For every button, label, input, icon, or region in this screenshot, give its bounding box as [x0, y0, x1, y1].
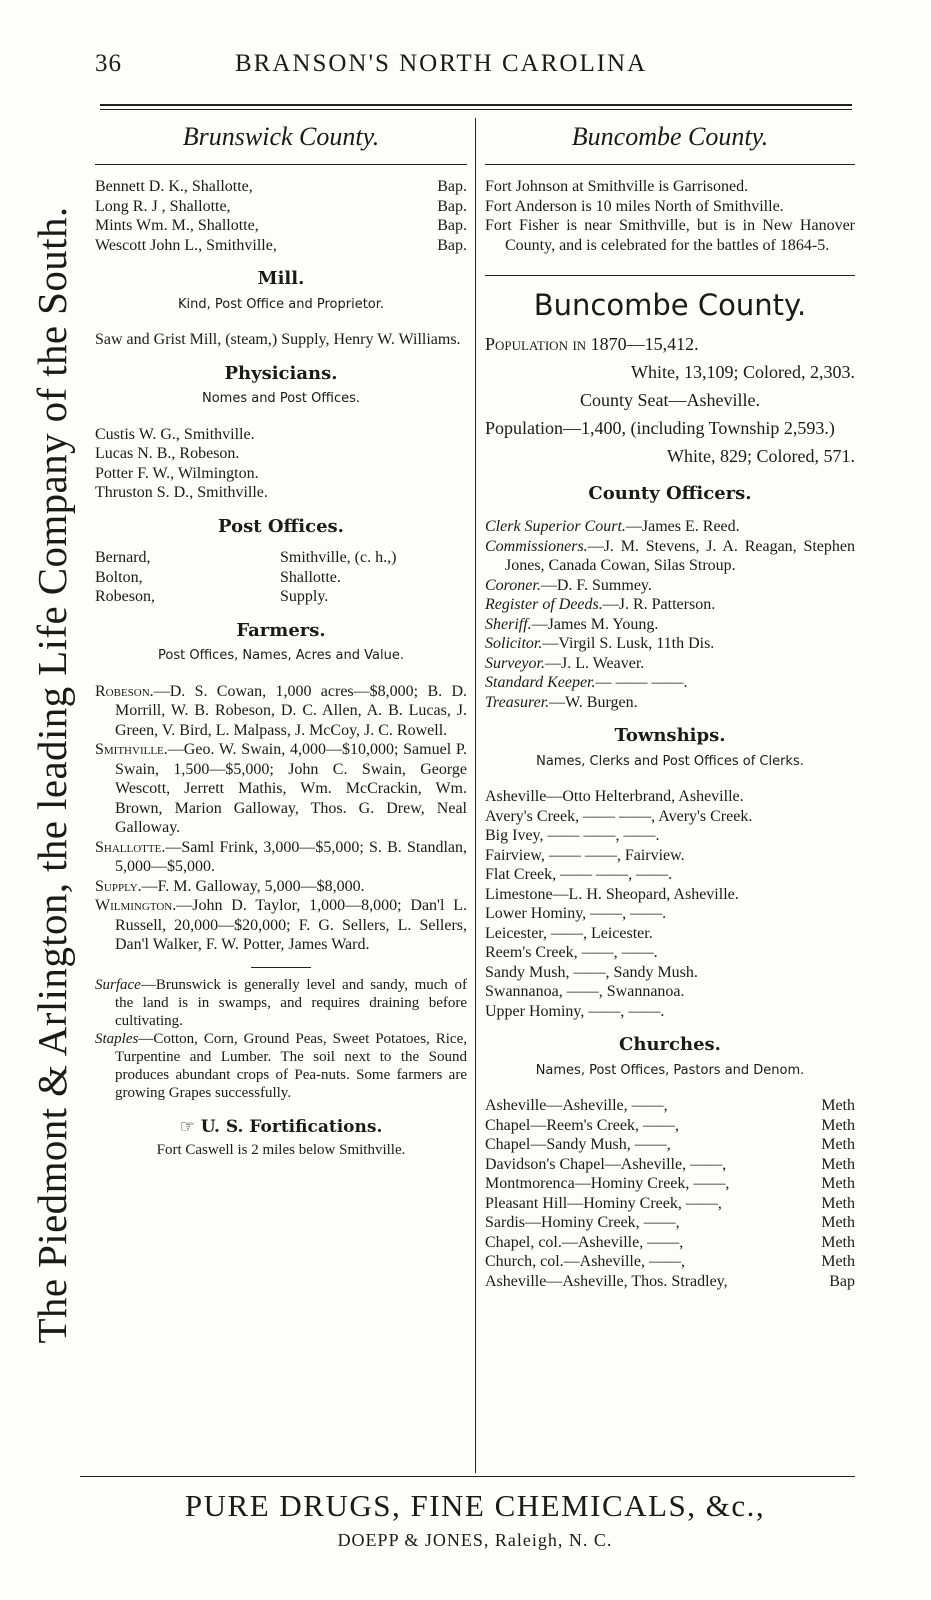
list-item: [485, 1233, 855, 1253]
farmer-place: Wilmington.: [95, 897, 177, 914]
denomination: Meth: [821, 1097, 855, 1114]
officer-name: —James E. Reed.: [625, 518, 740, 535]
list-item: Sandy Mush, ——, Sandy Mush.: [485, 963, 698, 981]
mill-subheading: Kind, Post Office and Proprietor.: [177, 296, 385, 312]
farmer-entry: [95, 740, 467, 838]
list-item: [485, 1272, 855, 1292]
running-title: BRANSON'S NORTH CAROLINA: [235, 50, 648, 77]
farmers-subheading: Post Offices, Names, Acres and Value.: [158, 648, 404, 663]
denomination: Bap.: [437, 197, 467, 215]
officer-title: Treasurer.: [485, 693, 550, 711]
church-name: Church, col.—Asheville, ——,: [485, 1253, 685, 1270]
list-item: [95, 548, 467, 568]
list-item: [95, 587, 467, 607]
farmer-text: —Saml Frink, 3,000—$5,000; S. B. Standlan, 5,000—$5,000.: [115, 838, 467, 875]
farmer-place: Smithville.: [95, 741, 168, 758]
officer-title: Solicitor.: [485, 635, 543, 652]
churches-list: [485, 1096, 855, 1291]
list-item: Lower Hominy, ——, ——.: [485, 905, 667, 922]
header-rule-top: [100, 104, 852, 106]
list-item: [485, 1096, 855, 1116]
church-name: Asheville—Asheville, Thos. Stradley,: [485, 1272, 728, 1290]
staples-text: —Cotton, Corn, Ground Peas, Sweet Potatoes, Rice, Turpentine and Lumber. The soil next to the Sound produces abundant crops of Pea-nuts. Some farmers are growing Grapes successfully.: [115, 1030, 467, 1101]
list-item: Flat Creek, —— ——, ——.: [485, 866, 673, 883]
surface-text: —Brunswick is generally level and sandy, much of the land is in swamps, and requires draining before cultivating.: [115, 976, 467, 1029]
list-item: Thruston S. D., Smithville.: [95, 484, 268, 501]
list-item: Fairview, —— ——, Fairview.: [485, 846, 685, 864]
list-item: [485, 1213, 855, 1233]
physicians-subheading: Nomes and Post Offices.: [201, 391, 361, 406]
mill-entry: Saw and Grist Mill, (steam,) Supply, Henry W. Williams.: [95, 331, 461, 348]
farmer-entry: [95, 838, 467, 877]
page-number: 36: [95, 50, 122, 77]
farmer-entry: [95, 877, 467, 897]
population-race-1870: White, 13,109; Colored, 2,303.: [631, 361, 855, 382]
town-population: Population—1,400, (including Township 2,593.): [485, 417, 835, 438]
list-item: Reem's Creek, ——, ——.: [485, 944, 658, 961]
officer-entry: [485, 517, 855, 537]
buncombe-column: [485, 120, 855, 1291]
officer-entry: [485, 654, 855, 674]
minister-name: Bennett D. K., Shallotte,: [95, 178, 253, 195]
officer-name: —Virgil S. Lusk, 11th Dis.: [542, 635, 715, 652]
officer-name: —J. M. Stevens, J. A. Reagan, Stephen Jones, Canada Cowan, Silas Stroup.: [505, 537, 855, 574]
post-office: Shallotte.: [280, 568, 341, 586]
church-name: Sardis—Hominy Creek, ——,: [485, 1214, 680, 1231]
buncombe-big-title: Buncombe County.: [533, 288, 807, 322]
list-item: Avery's Creek, —— ——, Avery's Creek.: [485, 807, 753, 825]
post-offices-heading: Post Offices.: [218, 515, 344, 537]
list-item: [95, 197, 467, 217]
fortifications-title: U. S. Fortifications.: [200, 1116, 383, 1137]
fortifications-text: Fort Caswell is 2 miles below Smithville.: [156, 1142, 406, 1158]
list-item: [485, 1155, 855, 1175]
pointing-hand-icon: ☞: [179, 1116, 195, 1137]
list-item: Swannanoa, ——, Swannanoa.: [485, 983, 685, 1000]
side-banner: The Piedmont & Arlington, the leading Life Company of the South.: [29, 206, 75, 1344]
county-seat: County Seat—Asheville.: [580, 389, 760, 410]
farmer-entry: [95, 682, 467, 741]
officer-entry: [485, 595, 855, 615]
section-rule: [485, 275, 855, 276]
officer-name: —J. R. Patterson.: [602, 596, 716, 613]
farmer-place: Shallotte.: [95, 838, 166, 856]
post-office: Bernard,: [95, 549, 151, 566]
post-office: Bolton,: [95, 568, 143, 586]
farmers-heading: Farmers.: [236, 619, 326, 641]
church-name: Asheville—Asheville, ——,: [485, 1097, 668, 1114]
list-item: Leicester, ——, Leicester.: [485, 924, 653, 942]
list-item: [485, 1116, 855, 1136]
church-name: Chapel, col.—Asheville, ——,: [485, 1233, 684, 1251]
county-officers-heading: County Officers.: [588, 482, 752, 504]
denomination: Bap: [829, 1272, 855, 1290]
mill-heading: Mill.: [257, 268, 305, 289]
column-divider: [475, 118, 476, 1473]
townships-heading: Townships.: [614, 725, 726, 746]
denomination: Meth: [821, 1116, 855, 1134]
footer-advertisement: PURE DRUGS, FINE CHEMICALS, &c.,: [184, 1488, 766, 1523]
list-item: [485, 1135, 855, 1155]
officer-title: Sheriff.: [485, 615, 532, 633]
officer-name: — —— ——.: [595, 674, 688, 691]
footer-rule: [80, 1476, 855, 1477]
header-rule-bottom: [100, 109, 852, 110]
brunswick-county-title: Brunswick County.: [95, 120, 467, 165]
fortifications-heading: [95, 1118, 467, 1138]
officer-entry: [485, 615, 855, 635]
fort-note: Fort Johnson at Smithville is Garrisoned.: [485, 178, 749, 195]
minister-name: Long R. J , Shallotte,: [95, 197, 231, 215]
officer-name: —J. L. Weaver.: [544, 654, 645, 672]
church-name: Pleasant Hill—Hominy Creek, ——,: [485, 1194, 722, 1212]
post-office: Robeson,: [95, 588, 155, 605]
denomination: Meth: [821, 1253, 855, 1270]
buncombe-county-title: Buncombe County.: [485, 120, 855, 165]
list-item: [485, 1194, 855, 1214]
post-office: Smithville, (c. h.,): [280, 549, 397, 566]
surface-note: [95, 976, 467, 1030]
post-office: Supply.: [280, 588, 329, 605]
list-item: Big Ivey, —— ——, ——.: [485, 827, 660, 844]
staples-note: [95, 1030, 467, 1102]
fort-note: Fort Fisher is near Smithville, but is in New Hanover County, and is celebrated for the battles of 1864-5.: [485, 217, 855, 254]
denomination: Bap.: [437, 236, 467, 254]
farmer-place: Robeson.: [95, 682, 154, 700]
fort-notes: [485, 177, 855, 255]
farmer-entry: [95, 896, 467, 955]
officer-name: —W. Burgen.: [549, 693, 638, 711]
post-offices-list: [95, 548, 467, 607]
officer-title: Coroner.: [485, 576, 541, 594]
farmer-text: —D. S. Cowan, 1,000 acres—$8,000; B. D. Morrill, W. B. Robeson, D. C. Allen, A. B. Lucas, J. Green, V. Bird, L. Malpass, J. McCoy, J. C. Rowell.: [115, 682, 467, 739]
list-item: Limestone—L. H. Sheopard, Asheville.: [485, 885, 739, 903]
church-name: Davidson's Chapel—Asheville, ——,: [485, 1155, 727, 1173]
ministers-list: [95, 177, 467, 255]
church-name: Chapel—Reem's Creek, ——,: [485, 1116, 679, 1134]
farmer-text: —Geo. W. Swain, 4,000—$10,000; Samuel P. Swain, 1,500—$5,000; John C. Swain, George Wescott, Jerrett Mathis, Wm. McCrackin, Wm. Brown, Marion Galloway, Thos. G. Drew, Neal Galloway.: [115, 741, 467, 836]
list-item: [485, 1174, 855, 1194]
footer-firm: DOEPP & JONES, Raleigh, N. C.: [337, 1530, 613, 1550]
townships-list: [485, 787, 855, 1021]
list-item: Upper Hominy, ——, ——.: [485, 1002, 665, 1020]
denomination: Bap.: [437, 178, 467, 195]
list-item: Asheville—Otto Helterbrand, Asheville.: [485, 788, 744, 805]
farmer-text: —F. M. Galloway, 5,000—$8,000.: [141, 877, 365, 895]
physicians-heading: Physicians.: [224, 362, 338, 384]
denomination: Meth: [821, 1233, 855, 1251]
officer-entry: [485, 693, 855, 713]
list-item: Lucas N. B., Robeson.: [95, 445, 240, 462]
townships-subheading: Names, Clerks and Post Offices of Clerks.: [536, 753, 804, 769]
officer-name: —D. F. Summey.: [540, 576, 652, 594]
list-item: [95, 236, 467, 256]
denomination: Meth: [821, 1194, 855, 1212]
physicians-list: [95, 425, 467, 503]
churches-heading: Churches.: [619, 1034, 721, 1055]
county-officers-list: [485, 517, 855, 712]
denomination: Meth: [821, 1175, 855, 1192]
list-item: [485, 1252, 855, 1272]
denomination: Meth: [821, 1214, 855, 1231]
officer-title: Commissioners.: [485, 537, 588, 555]
officer-title: Clerk Superior Court.: [485, 518, 626, 535]
officer-entry: [485, 576, 855, 596]
fort-note: Fort Anderson is 10 miles North of Smithville.: [485, 197, 784, 215]
farmer-place: Supply.: [95, 877, 142, 895]
churches-subheading: Names, Post Offices, Pastors and Denom.: [535, 1062, 805, 1078]
officer-entry: [485, 634, 855, 654]
farmer-text: —John D. Taylor, 1,000—8,000; Dan'l L. Russell, 20,000—$20,000; F. G. Sellers, L. Sellers, Dan'l Walker, F. W. Potter, James Ward.: [115, 897, 467, 953]
list-item: [95, 216, 467, 236]
officer-entry: [485, 537, 855, 576]
officer-name: —James M. Young.: [531, 615, 659, 633]
church-name: Montmorenca—Hominy Creek, ——,: [485, 1175, 730, 1192]
population-block: [485, 330, 855, 470]
list-item: [95, 177, 467, 197]
list-item: [95, 568, 467, 588]
officer-entry: [485, 673, 855, 693]
list-item: Custis W. G., Smithville.: [95, 425, 255, 443]
population-1870: Population in 1870—15,412.: [485, 333, 699, 354]
minister-name: Mints Wm. M., Shallotte,: [95, 217, 259, 234]
surface-label: Surface: [95, 976, 141, 993]
farmers-list: [95, 682, 467, 955]
staples-label: Staples: [95, 1030, 139, 1047]
church-name: Chapel—Sandy Mush, ——,: [485, 1136, 671, 1153]
brunswick-column: [95, 120, 467, 1161]
denomination: Bap.: [437, 217, 467, 234]
divider: [251, 967, 311, 968]
officer-title: Register of Deeds.: [485, 596, 603, 613]
officer-title: Surveyor.: [485, 654, 545, 672]
page-header: [95, 50, 855, 90]
list-item: Potter F. W., Wilmington.: [95, 464, 259, 482]
denomination: Meth: [821, 1136, 855, 1153]
minister-name: Wescott John L., Smithville,: [95, 236, 277, 254]
town-population-race: White, 829; Colored, 571.: [667, 445, 855, 466]
denomination: Meth: [821, 1155, 855, 1173]
officer-title: Standard Keeper.: [485, 674, 596, 691]
